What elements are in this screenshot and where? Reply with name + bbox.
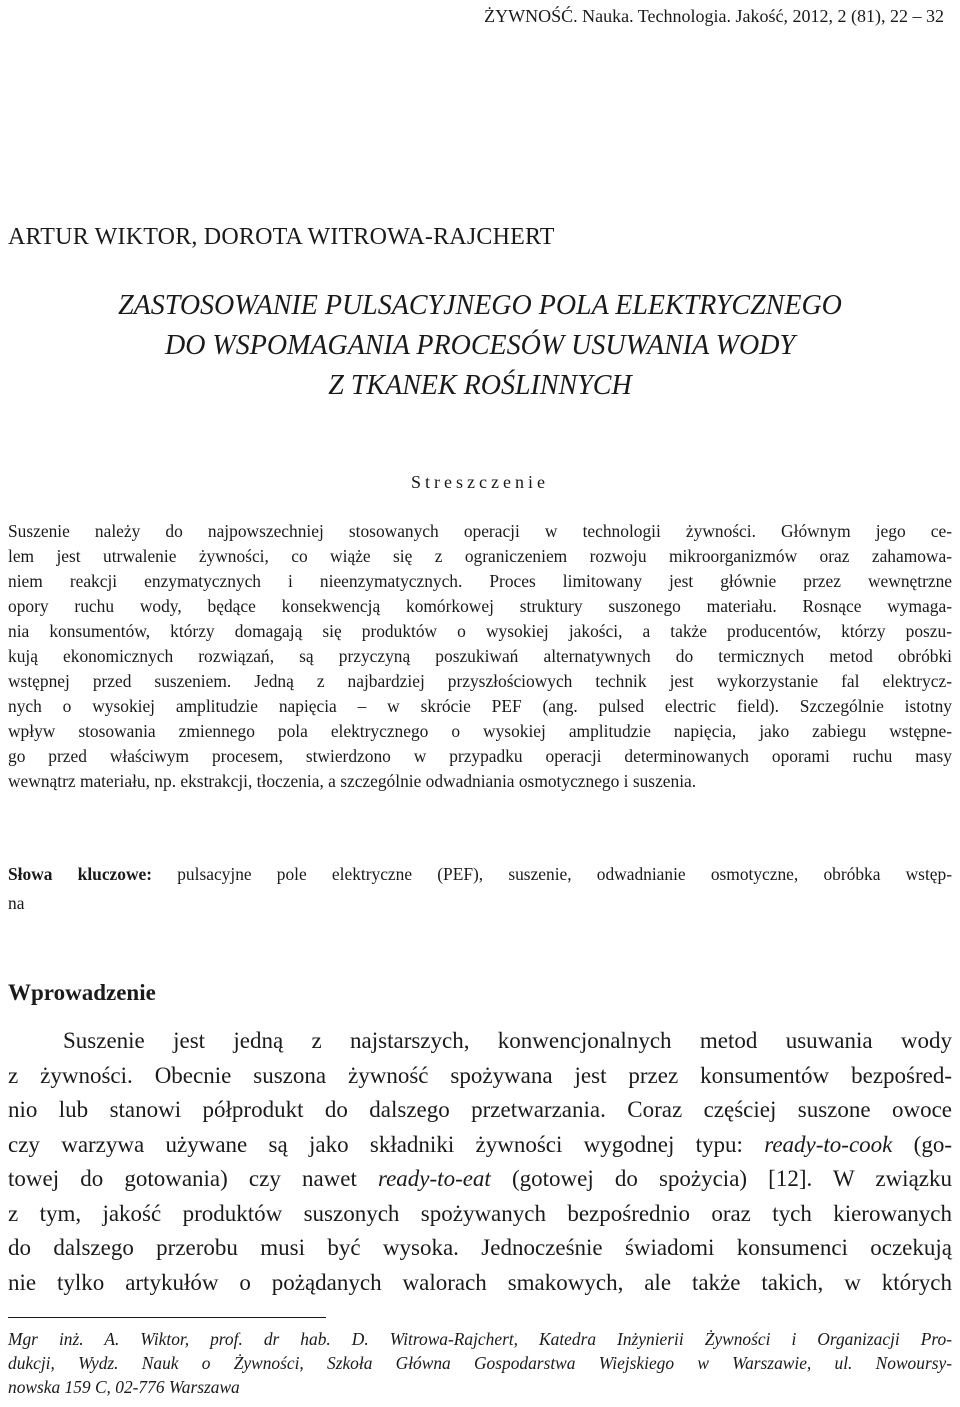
footnote-line: dukcji, Wydz. Nauk o Żywności, Szkoła Główna Gospodarstwa Wiejskiego w Warszawie, ul. Nowoursy- — [8, 1353, 952, 1373]
abstract-line: nia konsumentów, którzy domagają się produktów o wysokiej jakości, a także producentów, którzy poszu- — [8, 621, 952, 641]
section-heading-introduction: Wprowadzenie — [8, 980, 156, 1005]
introduction-text — [8, 1024, 952, 1300]
intro-text: towej do gotowania) czy nawet — [8, 1166, 378, 1191]
abstract-heading: Streszczenie — [411, 472, 549, 492]
keywords-line-2: na — [8, 893, 25, 913]
abstract-line: niem reakcji enzymatycznych i nieenzymatycznych. Proces limitowany jest głównie przez wewnętrzne — [8, 571, 952, 591]
intro-line: do dalszego przerobu musi być wysoka. Jednocześnie świadomi konsumenci oczekują — [8, 1235, 952, 1260]
intro-text: czy warzywa używane są jako składniki żywności wygodnej typu: — [8, 1131, 765, 1157]
footnote-divider — [8, 1317, 326, 1318]
intro-line — [8, 1128, 952, 1163]
abstract — [8, 519, 952, 794]
footnote-line: Mgr inż. A. Wiktor, prof. dr hab. D. Witrowa-Rajchert, Katedra Inżynierii Żywności i Organizacji Pro- — [8, 1329, 952, 1349]
keywords-line — [8, 860, 952, 889]
intro-line: nie tylko artykułów o pożądanych walorach smakowych, ale także takich, w których — [8, 1269, 952, 1295]
intro-italic-term: ready-to-eat — [378, 1166, 491, 1191]
intro-line: z żywności. Obecnie suszona żywność spożywana jest przez konsumentów bezpośred- — [8, 1062, 952, 1088]
abstract-line: go przed właściwym procesem, stwierdzono w przypadku operacji determinowanych oporami ruchu masy — [8, 746, 952, 766]
abstract-line: wewnątrz materiału, np. ekstrakcji, tłoczenia, a szczególnie odwadniania osmotycznego i suszenia. — [8, 771, 697, 791]
intro-text: (gotowej do spożycia) [12]. W związku — [490, 1166, 952, 1191]
abstract-line: kują ekonomicznych rozwiązań, są przyczyną poszukiwań alternatywnych do termicznych metod obróbki — [8, 646, 952, 666]
intro-text: (go- — [892, 1131, 952, 1157]
intro-line — [8, 1162, 952, 1197]
intro-line: nio lub stanowi półprodukt do dalszego przetwarzania. Coraz częściej suszone owoce — [8, 1097, 952, 1122]
abstract-line: wstępnej przed suszeniem. Jedną z najbardziej przyszłościowych technik jest wykorzystanie fal elektrycz- — [8, 671, 952, 691]
title-line: DO WSPOMAGANIA PROCESÓW USUWANIA WODY — [164, 330, 796, 361]
title-line: ZASTOSOWANIE PULSACYJNEGO POLA ELEKTRYCZNEGO — [118, 290, 842, 321]
author-footnote — [8, 1327, 952, 1399]
paper-title — [8, 286, 952, 406]
title-line: Z TKANEK ROŚLINNYCH — [328, 370, 632, 401]
abstract-line: wpływ stosowania zmiennego pola elektrycznego o wysokiej amplitudzie napięcia, jako zabiegu wstępne- — [8, 721, 952, 741]
intro-line: Suszenie jest jedną z najstarszych, konwencjonalnych metod usuwania wody — [63, 1028, 952, 1053]
abstract-line: Suszenie należy do najpowszechniej stosowanych operacji w technologii żywności. Głównym jego ce- — [8, 521, 952, 541]
abstract-line: lem jest utrwalenie żywności, co wiąże się z ograniczeniem rozwoju mikroorganizmów oraz zahamowa- — [8, 546, 952, 566]
journal-header: ŻYWNOŚĆ. Nauka. Technologia. Jakość, 2012, 2 (81), 22 – 32 — [484, 6, 944, 26]
intro-line: z tym, jakość produktów suszonych spożywanych bezpośrednio oraz tych kierowanych — [8, 1200, 952, 1226]
intro-italic-term: ready-to-cook — [764, 1131, 893, 1157]
abstract-line: opory ruchu wody, będące konsekwencją komórkowej struktury suszonego materiału. Rosnące wymaga- — [8, 596, 952, 616]
keywords-text: pulsacyjne pole elektryczne (PEF), suszenie, odwadnianie osmotyczne, obróbka wstęp- — [177, 864, 952, 884]
keywords — [8, 860, 952, 918]
abstract-line: nych o wysokiej amplitudzie napięcia – w skrócie PEF (ang. pulsed electric field). Szczególnie istotny — [8, 696, 952, 716]
footnote-line: nowska 159 C, 02-776 Warszawa — [8, 1377, 240, 1397]
authors: ARTUR WIKTOR, DOROTA WITROWA-RAJCHERT — [8, 224, 555, 250]
keywords-label: Słowa kluczowe: — [8, 864, 153, 884]
